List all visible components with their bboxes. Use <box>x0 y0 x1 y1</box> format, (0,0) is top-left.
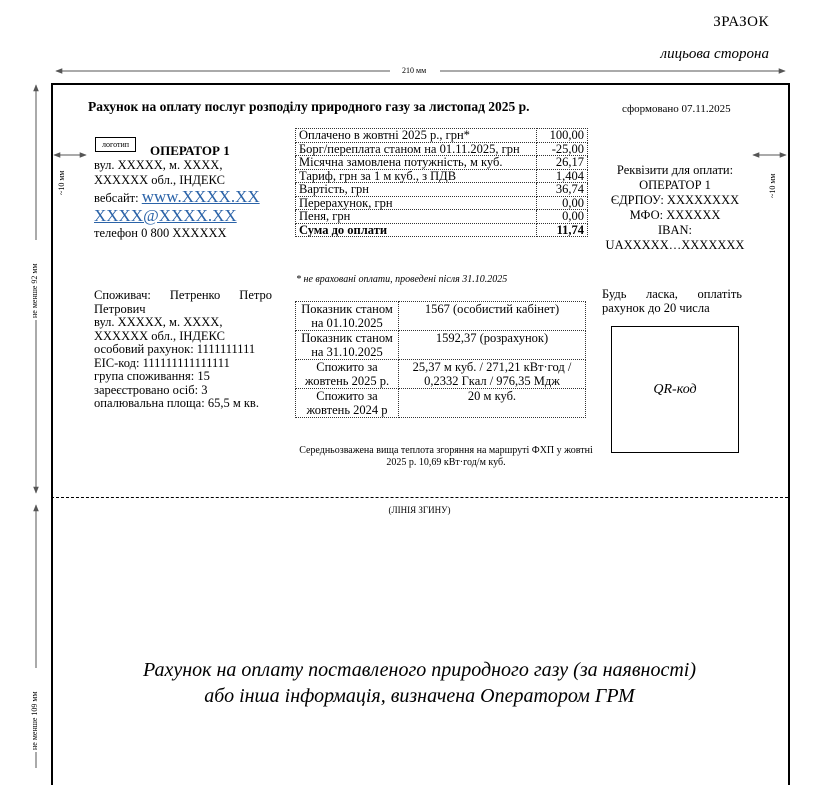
table-row: Місячна замовлена потужність, м куб. 26,17 <box>296 156 588 170</box>
fold-line <box>51 497 788 498</box>
table-row: Тариф, грн за 1 м куб., з ПДВ 1,404 <box>296 169 588 183</box>
table-row: Спожито за жовтень 2025 р. 25,37 м куб. / 271,21 кВт·год / 0,2332 Гкал / 976,35 Мдж <box>296 360 586 389</box>
table-row: Перерахунок, грн 0,00 <box>296 196 588 210</box>
consumer-persons: зареєстровано осіб: 3 <box>94 382 208 397</box>
bottom-height-label: не менше 109 мм <box>30 691 39 750</box>
bill-title: Рахунок на оплату послуг розподілу природного газу за листопад 2025 р. <box>88 99 530 114</box>
requisites-iban: UAXXXXX…XXXXXXX <box>605 238 745 252</box>
charges-note: * не враховані оплати, проведені після 31.10.2025 <box>296 274 508 285</box>
website-link[interactable]: www.XXXX.XX <box>141 187 260 206</box>
website-label: вебсайт: <box>94 191 142 205</box>
bottom-text-line-1: Рахунок на оплату поставленого природного газу (за наявності) <box>142 659 696 681</box>
bottom-info-text <box>51 657 788 709</box>
requisites-mfo: МФО: XXXXXX <box>629 208 721 222</box>
consumer-eic: EIC-код: 111111111111111 <box>94 355 230 370</box>
heat-value-note: Середньозважена вища теплота згоряння на маршруті ФХП у жовтні 2025 р. 10,69 кВт·год/м куб. <box>299 445 593 468</box>
consumer-address-2: ХХХХХХ обл., ІНДЕКС <box>94 328 225 343</box>
table-row: Оплачено в жовтні 2025 р., грн* 100,00 <box>296 129 588 143</box>
operator-address-1: вул. ХХХХХ, м. ХХХХ, <box>94 158 223 172</box>
right-margin-label: ~10 мм <box>768 173 777 198</box>
total-row: Сума до оплати 11,74 <box>296 223 588 237</box>
meter-table <box>295 301 586 418</box>
consumer-info <box>94 289 272 411</box>
operator-contacts <box>94 158 260 241</box>
requisites-operator: ОПЕРАТОР 1 <box>639 178 711 192</box>
table-row: Показник станом на 01.10.2025 1567 (особистий кабінет) <box>296 302 586 331</box>
table-row: Показник станом на 31.10.2025 1592,37 (розрахунок) <box>296 331 586 360</box>
table-row: Вартість, грн 36,74 <box>296 183 588 197</box>
fold-line-label: (ЛІНІЯ ЗГИНУ) <box>388 505 451 515</box>
requisites-edrpou: ЄДРПОУ: ХХХХХХХХ <box>610 193 740 207</box>
operator-address-2: ХХХХХХ обл., ІНДЕКС <box>94 173 225 187</box>
width-dimension-label: 210 мм <box>402 66 427 75</box>
consumer-group: група споживання: 15 <box>94 369 210 383</box>
consumer-name: Споживач: Петренко Петро Петрович <box>94 288 272 316</box>
qr-code-label: QR-код <box>653 382 697 397</box>
consumer-address-1: вул. ХХХХХ, м. ХХХХ, <box>94 315 223 329</box>
top-height-label: не менше 92 мм <box>30 263 39 318</box>
table-row: Борг/переплата станом на 01.11.2025, грн -25,00 <box>296 142 588 156</box>
email-link[interactable]: XXXX@XXXX.XX <box>94 206 237 225</box>
sample-label: ЗРАЗОК <box>713 14 769 30</box>
requisites-iban-label: IBAN: <box>657 223 693 237</box>
left-margin-label: ~10 мм <box>57 170 66 195</box>
table-row: Пеня, грн 0,00 <box>296 210 588 224</box>
consumer-account: особовий рахунок: 1111111111 <box>94 342 256 356</box>
payment-reminder: Будь ласка, оплатіть рахунок до 20 числа <box>602 287 742 315</box>
logo-placeholder: логотип <box>95 137 136 152</box>
qr-code-placeholder <box>611 326 739 453</box>
payment-requisites <box>604 163 746 253</box>
side-label: лицьова сторона <box>660 46 769 62</box>
requisites-heading: Реквізити для оплати: <box>616 163 734 177</box>
consumer-area: опалювальна площа: 65,5 м кв. <box>94 396 259 410</box>
charges-table <box>295 128 588 237</box>
table-row: Спожито за жовтень 2024 р 20 м куб. <box>296 389 586 418</box>
operator-phone: телефон 0 800 XXXXXX <box>94 226 227 240</box>
operator-name: ОПЕРАТОР 1 <box>150 143 230 158</box>
bottom-text-line-2: або інша інформація, визначена Оператором ГРМ <box>204 685 635 707</box>
formed-date: сформовано 07.11.2025 <box>622 103 731 115</box>
